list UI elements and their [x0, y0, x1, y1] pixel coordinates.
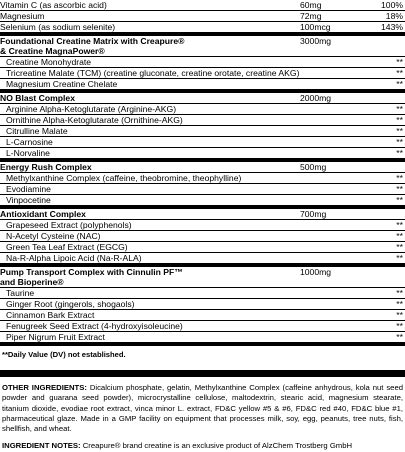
nutrient-amount: 100mcg — [300, 22, 331, 32]
complex-title — [0, 162, 92, 173]
nutrient-daily-value: 143% — [381, 22, 403, 32]
ingredient-row — [0, 137, 405, 148]
ingredient-row — [0, 195, 405, 206]
ingredient-daily-value: ** — [396, 195, 403, 205]
ingredient-label: Na-R-Alpha Lipoic Acid (Na-R-ALA) — [6, 253, 142, 263]
nutrient-daily-value: 100% — [381, 0, 403, 10]
ingredient-daily-value: ** — [396, 231, 403, 241]
nutrient-row — [0, 0, 405, 11]
ingredient-row — [0, 231, 405, 242]
ingredient-daily-value: ** — [396, 242, 403, 252]
ingredient-label: Ginger Root (gingerols, shogaols) — [6, 299, 135, 309]
complex-title — [0, 267, 183, 287]
ingredient-label: Fenugreek Seed Extract (4-hydroxyisoleucine) — [6, 321, 183, 331]
ingredient-daily-value: ** — [396, 288, 403, 298]
complex-header — [0, 267, 405, 288]
ingredient-daily-value: ** — [396, 299, 403, 309]
complex-title — [0, 36, 184, 56]
ingredient-label: Evodiamine — [6, 184, 51, 194]
complex-header — [0, 93, 405, 104]
ingredient-daily-value: ** — [396, 57, 403, 67]
ingredient-row — [0, 299, 405, 310]
ingredient-label: L-Carnosine — [6, 137, 53, 147]
ingredient-label: Arginine Alpha-Ketoglutarate (Arginine-AKG) — [6, 104, 177, 114]
ingredient-label: Methylxanthine Complex (caffeine, theobromine, theophylline) — [6, 173, 242, 183]
ingredient-daily-value: ** — [396, 68, 403, 78]
ingredient-row — [0, 148, 405, 159]
nutrient-label: Selenium (as sodium selenite) — [0, 22, 116, 32]
nutrient-label: Vitamin C (as ascorbic acid) — [0, 0, 107, 10]
ingredient-row — [0, 253, 405, 264]
complex-title-line: NO Blast Complex — [0, 93, 75, 103]
panel-bottom-rule — [0, 370, 405, 377]
complex-amount: 500mg — [300, 162, 327, 172]
ingredient-label: Green Tea Leaf Extract (EGCG) — [6, 242, 128, 252]
ingredient-daily-value: ** — [396, 79, 403, 89]
complex-title-line: Foundational Creatine Matrix with Creapure® — [0, 36, 185, 46]
complex-title-line: Energy Rush Complex — [0, 162, 92, 172]
ingredient-label: Cinnamon Bark Extract — [6, 310, 95, 320]
complex-title-line: Pump Transport Complex with Cinnulin PF™ — [0, 267, 183, 277]
complex-title-line: and Bioperine® — [0, 277, 64, 287]
complex-title — [0, 93, 75, 104]
daily-value-footnote: **Daily Value (DV) not established. — [2, 350, 126, 359]
ingredient-daily-value: ** — [396, 332, 403, 342]
ingredient-row — [0, 310, 405, 321]
ingredient-row — [0, 184, 405, 195]
ingredient-label: Piper Nigrum Fruit Extract — [6, 332, 105, 342]
ingredient-label: Ornithine Alpha-Ketoglutarate (Ornithine-AKG) — [6, 115, 183, 125]
ingredient-row — [0, 173, 405, 184]
other-ingredients — [0, 377, 405, 434]
complex-title — [0, 209, 86, 220]
ingredient-daily-value: ** — [396, 173, 403, 183]
ingredient-label: Grapeseed Extract (polyphenols) — [6, 220, 132, 230]
ingredient-label: Taurine — [6, 288, 35, 298]
nutrient-daily-value: 18% — [385, 11, 403, 21]
ingredient-daily-value: ** — [396, 253, 403, 263]
ingredient-daily-value: ** — [396, 115, 403, 125]
ingredient-notes-text: Creapure® brand creatine is an exclusive product of AlzChem Trostberg GmbH — [82, 441, 353, 451]
nutrient-amount: 72mg — [300, 11, 322, 21]
ingredient-daily-value: ** — [396, 148, 403, 158]
complex-amount: 700mg — [300, 209, 327, 219]
complex-header — [0, 36, 405, 57]
ingredient-daily-value: ** — [396, 137, 403, 147]
ingredient-daily-value: ** — [396, 126, 403, 136]
complex-title-line: Antioxidant Complex — [0, 209, 86, 219]
ingredient-row — [0, 220, 405, 231]
nutrient-row — [0, 22, 405, 33]
other-ingredients-text: Dicalcium phosphate, gelatin, Methylxanthine Complex (caffeine anhydrous, kola nut seed powder and guarana seed powder), microcrystalline cellulose, maltodextrin, stearic acid, magnesium stearate, titanium dioxide, evodiae root extract, vinca minor L. extract, FD&C yellow #5 & #6, FD&C red #40, FD&C blue #1, pharmaceutical glaze. Made in a GMP facility on equipment that processes milk, soy, egg, peanuts, tree nuts, fish, shellfish, and wheat. — [2, 383, 403, 434]
ingredient-notes-heading: INGREDIENT NOTES: — [2, 441, 81, 451]
ingredient-label: Creatine Monohydrate — [6, 57, 92, 67]
ingredient-row — [0, 332, 405, 343]
complex-amount: 1000mg — [300, 267, 332, 277]
ingredient-notes — [0, 434, 405, 451]
complex-amount: 3000mg — [300, 36, 332, 46]
ingredient-label: N-Acetyl Cysteine (NAC) — [6, 231, 101, 241]
nutrient-row — [0, 11, 405, 22]
other-ingredients-heading: OTHER INGREDIENTS: — [2, 383, 87, 392]
ingredient-daily-value: ** — [396, 184, 403, 194]
nutrient-label: Magnesium — [0, 11, 45, 21]
complex-header — [0, 162, 405, 173]
ingredient-row — [0, 79, 405, 90]
ingredient-daily-value: ** — [396, 310, 403, 320]
ingredient-daily-value: ** — [396, 104, 403, 114]
ingredient-daily-value: ** — [396, 321, 403, 331]
ingredient-label: Tricreatine Malate (TCM) (creatine gluconate, creatine orotate, creatine AKG) — [6, 68, 300, 78]
ingredient-row — [0, 126, 405, 137]
ingredient-label: L-Norvaline — [6, 148, 50, 158]
ingredient-row — [0, 288, 405, 299]
nutrient-amount: 60mg — [300, 0, 322, 10]
ingredient-label: Vinpocetine — [6, 195, 51, 205]
ingredient-daily-value: ** — [396, 220, 403, 230]
complex-header — [0, 209, 405, 220]
ingredient-label: Magnesium Creatine Chelate — [6, 79, 118, 89]
complex-title-line: & Creatine MagnaPower® — [0, 46, 105, 56]
ingredient-row — [0, 115, 405, 126]
ingredient-row — [0, 68, 405, 79]
ingredient-row — [0, 104, 405, 115]
complex-amount: 2000mg — [300, 93, 332, 103]
ingredient-row — [0, 57, 405, 68]
ingredient-row — [0, 321, 405, 332]
ingredient-row — [0, 242, 405, 253]
ingredient-label: Citrulline Malate — [6, 126, 68, 136]
